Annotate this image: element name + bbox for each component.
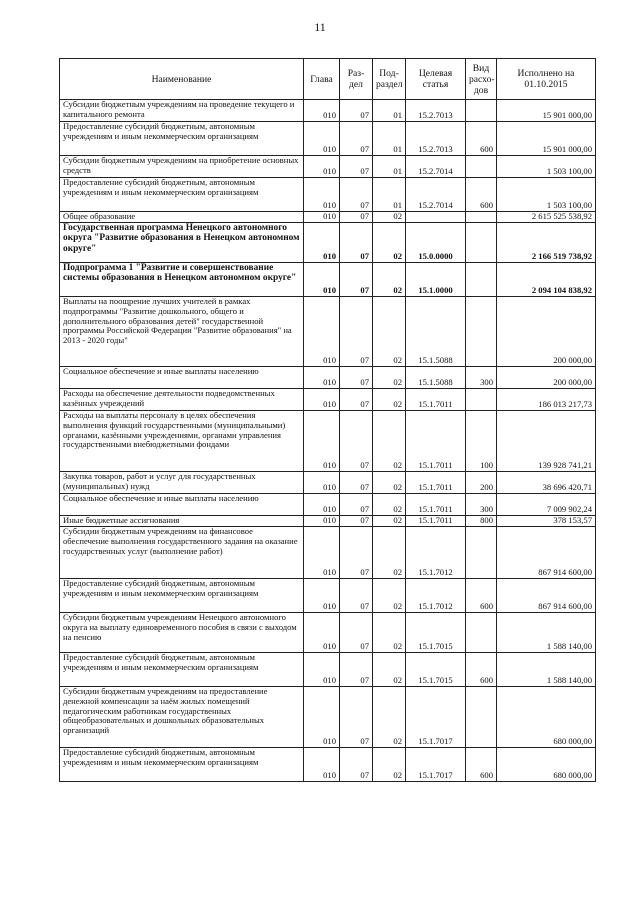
cell-razdel: 07 — [340, 223, 373, 263]
cell-glava: 010 — [304, 156, 340, 178]
cell-glava: 010 — [304, 687, 340, 748]
cell-razdel: 07 — [340, 156, 373, 178]
header-vid: Вид расхо-дов — [466, 59, 497, 100]
cell-name: Субсидии бюджетным учреждениям на финансовое обеспечение выполнения государственного задания на оказание государственных услуг (выполнение работ) — [60, 527, 304, 579]
cell-razdel: 07 — [340, 472, 373, 494]
cell-name: Предоставление субсидий бюджетным, автономным учреждениям и иным некоммерческим организациям — [60, 579, 304, 613]
cell-name: Расходы на выплаты персоналу в целях обеспечения выполнения функций государственными (муниципальными) органами, казёнными учреждениями, органами управления государственными внебюджетными фондами — [60, 411, 304, 472]
cell-celevaya: 15.1.7017 — [406, 748, 466, 782]
cell-amount: 1 503 100,00 — [497, 156, 596, 178]
cell-vid — [466, 527, 497, 579]
cell-amount: 186 013 217,73 — [497, 389, 596, 411]
cell-razdel: 07 — [340, 122, 373, 156]
cell-razdel: 07 — [340, 516, 373, 527]
cell-razdel: 07 — [340, 613, 373, 653]
cell-celevaya: 15.1.7011 — [406, 472, 466, 494]
cell-vid: 300 — [466, 367, 497, 389]
cell-amount: 867 914 600,00 — [497, 579, 596, 613]
cell-glava: 010 — [304, 122, 340, 156]
cell-glava: 010 — [304, 212, 340, 223]
table-row — [60, 263, 596, 297]
cell-vid: 300 — [466, 494, 497, 516]
cell-name: Предоставление субсидий бюджетным, автономным учреждениям и иным некоммерческим организациям — [60, 178, 304, 212]
cell-podrazdel: 02 — [373, 472, 406, 494]
table-row — [60, 178, 596, 212]
cell-celevaya: 15.1.5088 — [406, 297, 466, 367]
cell-celevaya: 15.1.7011 — [406, 389, 466, 411]
table-row — [60, 472, 596, 494]
cell-name: Государственная программа Ненецкого автономного округа "Развитие образования в Ненецком автономном округе" — [60, 223, 304, 263]
cell-glava: 010 — [304, 494, 340, 516]
cell-celevaya: 15.1.0000 — [406, 263, 466, 297]
table-row — [60, 613, 596, 653]
cell-amount: 680 000,00 — [497, 748, 596, 782]
cell-amount: 38 696 420,71 — [497, 472, 596, 494]
cell-name: Выплаты на поощрение лучших учителей в рамках подпрограммы "Развитие дошкольного, общего и дополнительного образования детей" государственной программы Российской Федерации "Развитие образования" на 2013 - 2020 годы" — [60, 297, 304, 367]
cell-name: Социальное обеспечение и иные выплаты населению — [60, 494, 304, 516]
cell-podrazdel: 02 — [373, 516, 406, 527]
cell-celevaya: 15.1.7012 — [406, 579, 466, 613]
cell-vid: 600 — [466, 653, 497, 687]
table-row — [60, 579, 596, 613]
cell-razdel: 07 — [340, 653, 373, 687]
cell-podrazdel: 02 — [373, 748, 406, 782]
cell-amount: 680 000,00 — [497, 687, 596, 748]
cell-celevaya: 15.1.5088 — [406, 367, 466, 389]
cell-glava: 010 — [304, 367, 340, 389]
cell-celevaya: 15.2.7014 — [406, 178, 466, 212]
cell-name: Подпрограмма 1 "Развитие и совершенствование системы образования в Ненецком автономном округе" — [60, 263, 304, 297]
cell-amount: 2 615 525 538,92 — [497, 212, 596, 223]
table-row — [60, 223, 596, 263]
cell-glava: 010 — [304, 653, 340, 687]
cell-amount: 1 503 100,00 — [497, 178, 596, 212]
table-row — [60, 748, 596, 782]
table-row — [60, 494, 596, 516]
table-header-row — [60, 59, 596, 100]
cell-vid — [466, 687, 497, 748]
cell-name: Социальное обеспечение и иные выплаты населению — [60, 367, 304, 389]
cell-glava: 010 — [304, 178, 340, 212]
cell-amount: 378 153,57 — [497, 516, 596, 527]
cell-amount: 7 009 902,24 — [497, 494, 596, 516]
cell-razdel: 07 — [340, 367, 373, 389]
cell-podrazdel: 01 — [373, 156, 406, 178]
cell-vid — [466, 263, 497, 297]
cell-celevaya — [406, 212, 466, 223]
cell-vid: 600 — [466, 178, 497, 212]
cell-vid — [466, 223, 497, 263]
cell-podrazdel: 01 — [373, 100, 406, 122]
table-row — [60, 389, 596, 411]
cell-razdel: 07 — [340, 212, 373, 223]
cell-celevaya: 15.1.7017 — [406, 687, 466, 748]
header-glava: Глава — [304, 59, 340, 100]
cell-vid — [466, 100, 497, 122]
cell-name: Предоставление субсидий бюджетным, автономным учреждениям и иным некоммерческим организациям — [60, 653, 304, 687]
header-razdel: Раз-дел — [340, 59, 373, 100]
table-row — [60, 122, 596, 156]
cell-name: Расходы на обеспечение деятельности подведомственных казённых учреждений — [60, 389, 304, 411]
cell-razdel: 07 — [340, 748, 373, 782]
cell-name: Субсидии бюджетным учреждениям на приобретение основных средств — [60, 156, 304, 178]
cell-vid: 600 — [466, 579, 497, 613]
cell-glava: 010 — [304, 223, 340, 263]
budget-table — [59, 58, 596, 782]
cell-name: Субсидии бюджетным учреждениям на предоставление денежной компенсации за наём жилых помещений педагогическим работникам государственных общеобразовательных и дошкольных образовательных организаций — [60, 687, 304, 748]
cell-podrazdel: 02 — [373, 297, 406, 367]
cell-glava: 010 — [304, 472, 340, 494]
cell-glava: 010 — [304, 527, 340, 579]
cell-celevaya: 15.0.0000 — [406, 223, 466, 263]
cell-vid — [466, 297, 497, 367]
cell-name: Общее образование — [60, 212, 304, 223]
cell-podrazdel: 02 — [373, 687, 406, 748]
cell-glava: 010 — [304, 100, 340, 122]
cell-podrazdel: 02 — [373, 263, 406, 297]
cell-vid — [466, 613, 497, 653]
cell-razdel: 07 — [340, 297, 373, 367]
cell-glava: 010 — [304, 516, 340, 527]
header-ispolneno: Исполнено на 01.10.2015 — [497, 59, 596, 100]
cell-razdel: 07 — [340, 263, 373, 297]
cell-celevaya: 15.1.7012 — [406, 527, 466, 579]
cell-celevaya: 15.2.7013 — [406, 100, 466, 122]
cell-podrazdel: 02 — [373, 223, 406, 263]
cell-glava: 010 — [304, 411, 340, 472]
cell-podrazdel: 02 — [373, 411, 406, 472]
cell-amount: 200 000,00 — [497, 367, 596, 389]
cell-amount: 2 166 519 738,92 — [497, 223, 596, 263]
cell-glava: 010 — [304, 389, 340, 411]
table-row — [60, 367, 596, 389]
cell-podrazdel: 02 — [373, 653, 406, 687]
cell-podrazdel: 02 — [373, 579, 406, 613]
table-row — [60, 100, 596, 122]
cell-podrazdel: 01 — [373, 122, 406, 156]
table-row — [60, 527, 596, 579]
cell-amount: 1 588 140,00 — [497, 613, 596, 653]
cell-celevaya: 15.2.7014 — [406, 156, 466, 178]
cell-podrazdel: 02 — [373, 212, 406, 223]
table-row — [60, 653, 596, 687]
header-celevaya: Целевая статья — [406, 59, 466, 100]
table-row — [60, 212, 596, 223]
cell-name: Иные бюджетные ассигнования — [60, 516, 304, 527]
cell-amount: 867 914 600,00 — [497, 527, 596, 579]
cell-name: Предоставление субсидий бюджетным, автономным учреждениям и иным некоммерческим организациям — [60, 748, 304, 782]
cell-glava: 010 — [304, 297, 340, 367]
cell-razdel: 07 — [340, 687, 373, 748]
cell-razdel: 07 — [340, 178, 373, 212]
cell-amount: 15 901 000,00 — [497, 100, 596, 122]
cell-amount: 200 000,00 — [497, 297, 596, 367]
cell-amount: 1 588 140,00 — [497, 653, 596, 687]
cell-celevaya: 15.1.7011 — [406, 516, 466, 527]
cell-podrazdel: 02 — [373, 527, 406, 579]
cell-glava: 010 — [304, 579, 340, 613]
cell-amount: 2 094 104 838,92 — [497, 263, 596, 297]
header-podrazdel: Под-раздел — [373, 59, 406, 100]
cell-glava: 010 — [304, 748, 340, 782]
cell-celevaya: 15.1.7015 — [406, 613, 466, 653]
cell-glava: 010 — [304, 263, 340, 297]
table-row — [60, 156, 596, 178]
cell-vid: 600 — [466, 122, 497, 156]
table-row — [60, 516, 596, 527]
cell-vid: 600 — [466, 748, 497, 782]
cell-razdel: 07 — [340, 579, 373, 613]
cell-vid: 200 — [466, 472, 497, 494]
cell-razdel: 07 — [340, 389, 373, 411]
cell-podrazdel: 02 — [373, 389, 406, 411]
cell-amount: 139 928 741,21 — [497, 411, 596, 472]
table-row — [60, 411, 596, 472]
cell-razdel: 07 — [340, 411, 373, 472]
cell-razdel: 07 — [340, 527, 373, 579]
cell-podrazdel: 02 — [373, 494, 406, 516]
cell-name: Субсидии бюджетным учреждениям Ненецкого автономного округа на выплату единовременного пособия в связи с выходом на пенсию — [60, 613, 304, 653]
cell-vid: 800 — [466, 516, 497, 527]
table-row — [60, 297, 596, 367]
cell-celevaya: 15.1.7015 — [406, 653, 466, 687]
cell-celevaya: 15.1.7011 — [406, 411, 466, 472]
cell-podrazdel: 02 — [373, 613, 406, 653]
cell-razdel: 07 — [340, 100, 373, 122]
header-name: Наименование — [60, 59, 304, 100]
cell-vid — [466, 156, 497, 178]
cell-celevaya: 15.1.7011 — [406, 494, 466, 516]
cell-podrazdel: 01 — [373, 178, 406, 212]
cell-celevaya: 15.2.7013 — [406, 122, 466, 156]
cell-podrazdel: 02 — [373, 367, 406, 389]
cell-glava: 010 — [304, 613, 340, 653]
cell-razdel: 07 — [340, 494, 373, 516]
page-number: 11 — [314, 20, 326, 34]
cell-vid: 100 — [466, 411, 497, 472]
cell-vid — [466, 212, 497, 223]
cell-amount: 15 901 000,00 — [497, 122, 596, 156]
table-row — [60, 687, 596, 748]
cell-name: Закупка товаров, работ и услуг для государственных (муниципальных) нужд — [60, 472, 304, 494]
cell-vid — [466, 389, 497, 411]
cell-name: Субсидии бюджетным учреждениям на проведение текущего и капитального ремонта — [60, 100, 304, 122]
cell-name: Предоставление субсидий бюджетным, автономным учреждениям и иным некоммерческим организациям — [60, 122, 304, 156]
